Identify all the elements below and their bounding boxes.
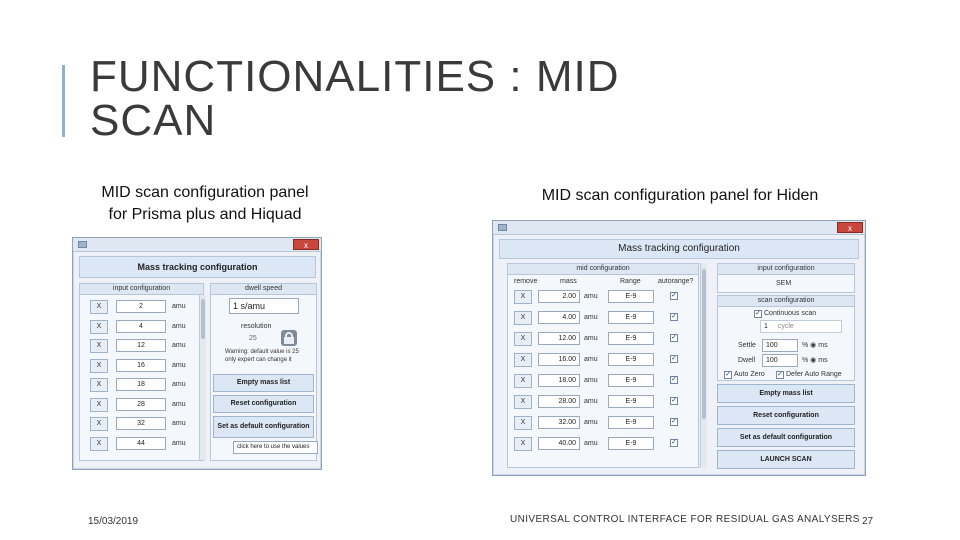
auto-zero-label: Auto Zero bbox=[734, 371, 765, 378]
resolution-value: 25 bbox=[249, 335, 257, 342]
autorange-checkbox[interactable]: ✓ bbox=[671, 292, 677, 299]
left-mass-scrollbar[interactable] bbox=[199, 295, 206, 460]
hiden-input-config-title: input configuration bbox=[718, 264, 854, 275]
left-window-close-button[interactable]: x bbox=[293, 239, 319, 250]
mass-unit: amu bbox=[584, 293, 598, 300]
range-select[interactable]: E-9 bbox=[608, 311, 654, 324]
hiden-mass-row bbox=[508, 394, 698, 411]
mid-scrollbar[interactable] bbox=[700, 263, 707, 468]
range-select[interactable]: E-9 bbox=[608, 437, 654, 450]
mass-unit: amu bbox=[584, 314, 598, 321]
window-app-icon bbox=[498, 224, 507, 231]
col-range-header: Range bbox=[620, 278, 641, 285]
hiden-input-config-panel bbox=[717, 263, 855, 293]
resolution-title: resolution bbox=[241, 323, 272, 330]
mass-unit: amu bbox=[584, 335, 598, 342]
mass-unit: amu bbox=[172, 322, 186, 330]
auto-zero-checkbox[interactable]: ✓ bbox=[725, 371, 731, 378]
dwell-ms-label: ms bbox=[818, 357, 828, 364]
mass-unit: amu bbox=[172, 400, 186, 408]
mass-unit: amu bbox=[584, 398, 598, 405]
dwell-unit: % ◉ ms bbox=[802, 357, 828, 364]
remove-mass-button[interactable]: X bbox=[90, 398, 108, 412]
remove-mass-button[interactable]: X bbox=[90, 378, 108, 392]
caption-left bbox=[80, 182, 330, 226]
col-mass-header: mass bbox=[560, 278, 577, 285]
dwell-label: Dwell bbox=[738, 357, 756, 364]
remove-mass-button[interactable]: X bbox=[514, 374, 532, 388]
empty-mass-list-button[interactable]: Empty mass list bbox=[213, 374, 314, 392]
hiden-empty-mass-list-button[interactable]: Empty mass list bbox=[717, 384, 855, 403]
mass-input[interactable]: 18.00 bbox=[538, 374, 580, 387]
settle-input[interactable]: 100 bbox=[762, 339, 798, 352]
change-values-hint[interactable]: click here to use the values bbox=[233, 441, 318, 454]
page-number: 27 bbox=[862, 516, 874, 527]
caption-right: MID scan configuration panel for Hiden bbox=[541, 187, 819, 204]
mass-input[interactable]: 32 bbox=[116, 417, 166, 430]
scan-config-title: scan configuration bbox=[718, 296, 854, 307]
caption-left-line-2: for Prisma plus and Hiquad bbox=[108, 206, 302, 223]
hiden-input-value[interactable]: SEM bbox=[776, 280, 792, 287]
left-mass-row bbox=[80, 299, 198, 316]
range-select[interactable]: E-9 bbox=[608, 416, 654, 429]
reset-configuration-button[interactable]: Reset configuration bbox=[213, 395, 314, 413]
range-select[interactable]: E-9 bbox=[608, 395, 654, 408]
launch-scan-button[interactable]: LAUNCH SCAN bbox=[717, 450, 855, 469]
settle-pct-label: % bbox=[802, 342, 809, 349]
hiden-mass-row bbox=[508, 436, 698, 453]
slide-title-line-1: FUNCTIONALITIES : MID bbox=[90, 52, 620, 101]
autorange-checkbox[interactable]: ✓ bbox=[671, 313, 677, 320]
left-window-header: Mass tracking configuration bbox=[79, 256, 316, 278]
autorange-checkbox[interactable]: ✓ bbox=[671, 397, 677, 404]
remove-mass-button[interactable]: X bbox=[90, 339, 108, 353]
caption-left-line-1: MID scan configuration panel bbox=[101, 184, 309, 201]
autorange-checkbox[interactable]: ✓ bbox=[671, 376, 677, 383]
range-select[interactable]: E-9 bbox=[608, 290, 654, 303]
mass-input[interactable]: 4 bbox=[116, 320, 166, 333]
right-window-titlebar bbox=[493, 221, 865, 235]
remove-mass-button[interactable]: X bbox=[90, 320, 108, 334]
hiden-reset-configuration-button[interactable]: Reset configuration bbox=[717, 406, 855, 425]
mid-config-title: mid configuration bbox=[508, 264, 698, 275]
col-autorange-header: autorange? bbox=[658, 278, 694, 285]
title-accent-bar bbox=[62, 65, 65, 137]
left-window-titlebar bbox=[73, 238, 321, 252]
autorange-checkbox[interactable]: ✓ bbox=[671, 334, 677, 341]
col-remove-header: remove bbox=[514, 278, 538, 285]
left-mass-row bbox=[80, 416, 198, 433]
footer-title: UNIVERSAL CONTROL INTERFACE FOR RESIDUAL GAS ANALYSERS bbox=[510, 514, 860, 525]
remove-mass-button[interactable]: X bbox=[514, 311, 532, 325]
remove-mass-button[interactable]: X bbox=[90, 437, 108, 451]
resolution-warning-line-1: Warning: default value is 25 bbox=[225, 349, 299, 355]
mass-input[interactable]: 18 bbox=[116, 378, 166, 391]
left-mass-row bbox=[80, 397, 198, 414]
resolution-warning-line-2: only expert can change it bbox=[225, 357, 292, 363]
remove-mass-button[interactable]: X bbox=[514, 416, 532, 430]
mass-input[interactable]: 44 bbox=[116, 437, 166, 450]
left-config-window bbox=[72, 237, 322, 470]
mass-unit: amu bbox=[172, 361, 186, 369]
mass-input[interactable]: 40.00 bbox=[538, 437, 580, 450]
remove-mass-button[interactable]: X bbox=[90, 359, 108, 373]
right-window-header: Mass tracking configuration bbox=[499, 239, 859, 259]
mass-unit: amu bbox=[172, 342, 186, 349]
mass-unit: amu bbox=[584, 440, 598, 447]
left-mass-row bbox=[80, 377, 198, 394]
autorange-checkbox[interactable]: ✓ bbox=[671, 355, 677, 362]
cycle-value: 1 bbox=[764, 323, 768, 330]
left-mass-row bbox=[80, 436, 198, 453]
lock-icon[interactable] bbox=[281, 330, 297, 346]
mass-unit: amu bbox=[172, 303, 186, 310]
right-config-window bbox=[492, 220, 866, 476]
right-window-close-button[interactable]: x bbox=[837, 222, 863, 233]
dwell-speed-input[interactable]: 1 s/amu bbox=[229, 298, 299, 314]
hiden-set-default-button[interactable]: Set as default configuration bbox=[717, 428, 855, 447]
scan-config-panel bbox=[717, 295, 855, 381]
hiden-mass-row bbox=[508, 331, 698, 348]
resolution-warning bbox=[225, 348, 299, 364]
mass-input[interactable]: 16.00 bbox=[538, 353, 580, 366]
defer-auto-range-checkbox[interactable]: ✓ bbox=[777, 371, 783, 378]
defer-auto-range-label: Defer Auto Range bbox=[786, 371, 842, 378]
mass-input[interactable]: 12.00 bbox=[538, 332, 580, 345]
footer-date: 15/03/2019 bbox=[88, 516, 139, 527]
remove-mass-button[interactable]: X bbox=[90, 417, 108, 431]
remove-mass-button[interactable]: X bbox=[514, 353, 532, 367]
hiden-mass-row bbox=[508, 310, 698, 327]
mass-unit: amu bbox=[584, 377, 598, 384]
mass-input[interactable]: 2 bbox=[116, 300, 166, 313]
autorange-checkbox[interactable]: ✓ bbox=[671, 418, 677, 425]
mass-input[interactable]: 4.00 bbox=[538, 311, 580, 324]
mass-input[interactable]: 28 bbox=[116, 398, 166, 411]
dwell-input[interactable]: 100 bbox=[762, 354, 798, 367]
remove-mass-button[interactable]: X bbox=[514, 437, 532, 451]
range-select[interactable]: E-9 bbox=[608, 332, 654, 345]
dwell-speed-title: dwell speed bbox=[211, 284, 316, 295]
mass-input[interactable]: 32.00 bbox=[538, 416, 580, 429]
mass-unit: amu bbox=[172, 439, 186, 447]
hiden-mass-row bbox=[508, 415, 698, 432]
range-select[interactable]: E-9 bbox=[608, 353, 654, 366]
settle-unit: % ◉ ms bbox=[802, 342, 828, 349]
range-select[interactable]: E-9 bbox=[608, 374, 654, 387]
continuous-scan-label: Continuous scan bbox=[764, 310, 817, 317]
left-right-panel bbox=[210, 283, 317, 461]
settle-ms-label: ms bbox=[818, 342, 828, 349]
left-input-config-title: input configuration bbox=[80, 284, 203, 295]
set-default-configuration-button[interactable]: Set as default configuration bbox=[213, 416, 314, 438]
settle-label: Settle bbox=[738, 342, 756, 349]
slide-title bbox=[90, 52, 620, 145]
mass-input[interactable]: 28.00 bbox=[538, 395, 580, 408]
cycle-label: cycle bbox=[777, 323, 794, 330]
remove-mass-button[interactable]: X bbox=[514, 290, 532, 304]
left-mass-row bbox=[80, 319, 198, 336]
mid-config-panel bbox=[507, 263, 699, 468]
hiden-mass-row bbox=[508, 289, 698, 306]
window-app-icon bbox=[78, 241, 87, 248]
dwell-pct-label: % bbox=[802, 357, 809, 364]
left-input-config-panel bbox=[79, 283, 204, 461]
left-mass-row bbox=[80, 338, 198, 355]
continuous-scan-checkbox[interactable]: ✓ bbox=[755, 310, 761, 317]
mass-unit: amu bbox=[584, 356, 598, 363]
remove-mass-button[interactable]: X bbox=[90, 300, 108, 314]
remove-mass-button[interactable]: X bbox=[514, 332, 532, 346]
mass-unit: amu bbox=[172, 381, 186, 388]
hiden-mass-row bbox=[508, 373, 698, 390]
mass-input[interactable]: 12 bbox=[116, 339, 166, 352]
mass-input[interactable]: 2.00 bbox=[538, 290, 580, 303]
autorange-checkbox[interactable]: ✓ bbox=[671, 439, 677, 446]
left-mass-row bbox=[80, 358, 198, 375]
remove-mass-button[interactable]: X bbox=[514, 395, 532, 409]
mass-unit: amu bbox=[172, 420, 186, 427]
hiden-mass-row bbox=[508, 352, 698, 369]
cycle-field[interactable] bbox=[760, 320, 842, 333]
mass-unit: amu bbox=[584, 419, 598, 426]
mass-input[interactable]: 16 bbox=[116, 359, 166, 372]
slide-title-line-2: SCAN bbox=[90, 96, 217, 145]
